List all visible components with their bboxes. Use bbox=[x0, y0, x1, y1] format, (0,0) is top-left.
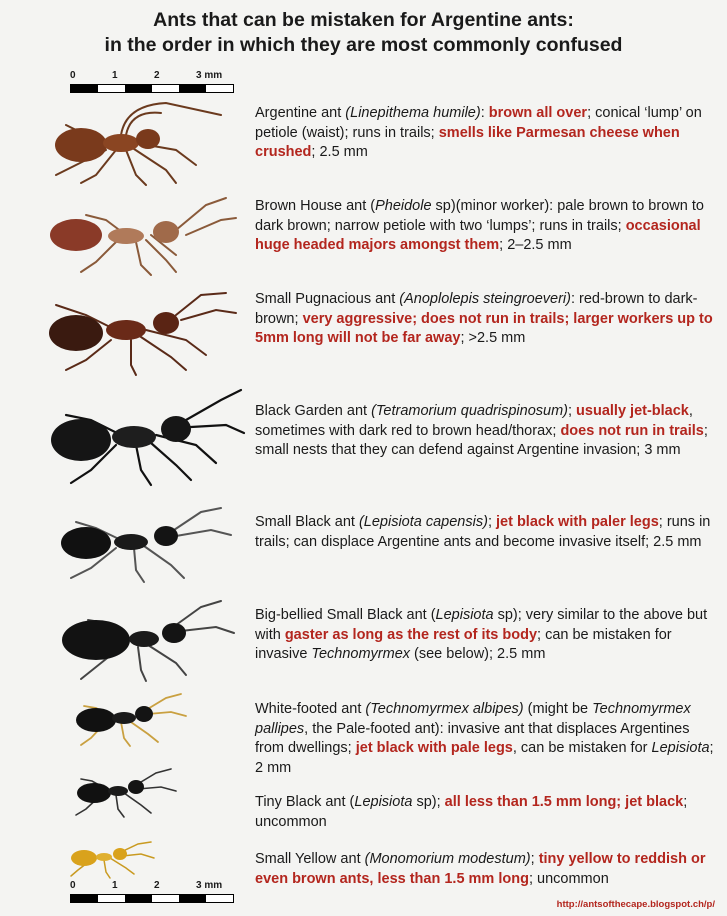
entry-text: sp); very similar to the above but with bbox=[255, 607, 708, 643]
scale-tick-0: 0 bbox=[70, 70, 76, 81]
argentine-ant-icon bbox=[26, 95, 241, 190]
small-yellow-ant-icon bbox=[26, 838, 176, 880]
entry-text: Small Yellow ant bbox=[255, 851, 365, 867]
entry-text: (Lepisiota capensis) bbox=[358, 514, 488, 530]
title-line-2: in the order in which they are most commonly confused bbox=[104, 34, 623, 56]
highlight-text: jet black with pale legs bbox=[355, 740, 513, 756]
entry-text: sp); bbox=[412, 794, 445, 810]
page-title bbox=[0, 8, 727, 58]
entry-text: Big-bellied Small Black ant ( bbox=[255, 607, 436, 623]
entry-text: ; bbox=[530, 851, 539, 867]
entry-tiny-black-ant bbox=[255, 793, 715, 832]
entry-text: Pheidole bbox=[375, 198, 432, 214]
entry-text: (Monomorium modestum) bbox=[364, 851, 531, 867]
entry-text: Technomyrmex bbox=[311, 646, 411, 662]
entry-text: Lepisiota bbox=[435, 607, 494, 623]
entry-text: ; small nests that they can defend against Argentine invasion; 3 mm bbox=[255, 422, 708, 458]
entry-big-bellied-small-black-ant bbox=[255, 606, 715, 665]
scale-tick-2: 2 bbox=[154, 70, 160, 81]
highlight-text: does not run in trails bbox=[560, 422, 704, 439]
entry-text: ; >2.5 mm bbox=[460, 330, 526, 346]
entry-text: Brown House ant ( bbox=[255, 198, 376, 214]
entry-text: (Technomyrmex albipes) bbox=[365, 701, 524, 717]
highlight-text: usually jet-black bbox=[576, 403, 689, 419]
entry-text: (Anoplolepis steingroeveri) bbox=[399, 291, 571, 307]
entry-text: Lepisiota bbox=[354, 794, 413, 810]
entry-text: , the Pale-footed ant): invasive ant that displaces Argentines from dwellings; bbox=[255, 720, 690, 756]
scale-tick-2: 2 bbox=[154, 880, 160, 891]
entry-text: (Tetramorium quadrispinosum) bbox=[371, 403, 568, 419]
entry-text: ; 2–2.5 mm bbox=[499, 237, 572, 253]
highlight-text: occasional huge headed majors amongst them bbox=[255, 217, 701, 253]
entry-text: , can be mistaken for bbox=[512, 740, 652, 756]
highlight-text: jet black with paler legs bbox=[496, 514, 659, 530]
entry-text: Argentine ant bbox=[255, 105, 346, 121]
source-url-link[interactable]: http://antsofthecape.blogspot.ch/p/ bbox=[556, 899, 715, 910]
entry-text: sp)(minor worker): pale brown to brown to dark brown; narrow petiole with two ‘lumps’; runs in trails; bbox=[255, 198, 704, 234]
entry-text: Tiny Black ant ( bbox=[255, 794, 355, 810]
scale-bar-top bbox=[70, 70, 235, 96]
entry-text: ; bbox=[567, 403, 577, 419]
scale-tick-0: 0 bbox=[70, 880, 76, 891]
small-black-ant-icon bbox=[26, 500, 241, 585]
entry-text: (see below); 2.5 mm bbox=[410, 646, 546, 662]
entry-black-garden-ant bbox=[255, 402, 715, 461]
entry-argentine-ant bbox=[255, 104, 715, 163]
entry-small-black-ant bbox=[255, 513, 715, 552]
entry-small-yellow-ant bbox=[255, 850, 715, 889]
scale-tick-3: 3 mm bbox=[196, 70, 223, 81]
scale-tick-3: 3 mm bbox=[196, 880, 223, 891]
entry-text: Small Pugnacious ant bbox=[255, 291, 400, 307]
entry-text: Technomyrmex pallipes bbox=[255, 701, 691, 737]
black-garden-ant-icon bbox=[26, 385, 246, 490]
title-line-1: Ants that can be mistaken for Argentine ants: bbox=[153, 9, 574, 31]
highlight-text: all less than 1.5 mm long; jet black bbox=[444, 794, 684, 810]
entry-brown-house-ant bbox=[255, 197, 715, 256]
entry-text: ; can be mistaken for invasive bbox=[255, 626, 672, 662]
entry-text: ; 2.5 mm bbox=[311, 144, 368, 160]
entry-text: Lepisiota bbox=[651, 740, 710, 756]
scale-tick-1: 1 bbox=[112, 70, 118, 81]
scale-bar-bottom bbox=[70, 880, 235, 906]
highlight-text: smells like Parmesan cheese when crushed bbox=[255, 124, 680, 160]
entry-white-footed-ant bbox=[255, 700, 715, 778]
entry-text: Small Black ant bbox=[255, 514, 359, 530]
white-footed-ant-icon bbox=[26, 690, 216, 750]
scale-tick-1: 1 bbox=[112, 880, 118, 891]
tiny-black-ant-icon bbox=[26, 765, 216, 820]
highlight-text: gaster as long as the rest of its body bbox=[284, 626, 538, 643]
entry-text: ; uncommon bbox=[528, 870, 609, 887]
entry-text: ; runs in trails; can displace Argentine ants and become invasive itself; 2.5 mm bbox=[255, 514, 711, 550]
entry-text: : bbox=[480, 105, 489, 121]
entry-text: , sometimes with dark red to brown head/thorax; bbox=[255, 403, 693, 439]
entry-text: White-footed ant bbox=[255, 701, 366, 717]
highlight-text: very aggressive; does not run in trails; larger workers up to 5mm long will not be far away bbox=[255, 310, 713, 346]
entry-text: (Linepithema humile) bbox=[345, 105, 481, 121]
highlight-text: brown all over bbox=[488, 105, 588, 121]
brown-house-ant-icon bbox=[26, 190, 241, 280]
entry-text: ; 2 mm bbox=[255, 740, 714, 776]
big-bellied-black-ant-icon bbox=[26, 595, 241, 685]
entry-text: ; conical ‘lump’ on petiole (waist); runs in trails; bbox=[255, 105, 702, 141]
entry-text: (might be bbox=[523, 701, 593, 717]
entry-text: ; uncommon bbox=[255, 794, 688, 830]
entry-small-pugnacious-ant bbox=[255, 290, 715, 349]
small-pugnacious-ant-icon bbox=[26, 285, 241, 380]
entry-text: ; bbox=[487, 514, 496, 530]
entry-text: Black Garden ant bbox=[255, 403, 372, 419]
entry-text: : red-brown to dark-brown; bbox=[255, 291, 698, 327]
highlight-text: tiny yellow to reddish or even brown ants, less than 1.5 mm long bbox=[255, 851, 706, 887]
